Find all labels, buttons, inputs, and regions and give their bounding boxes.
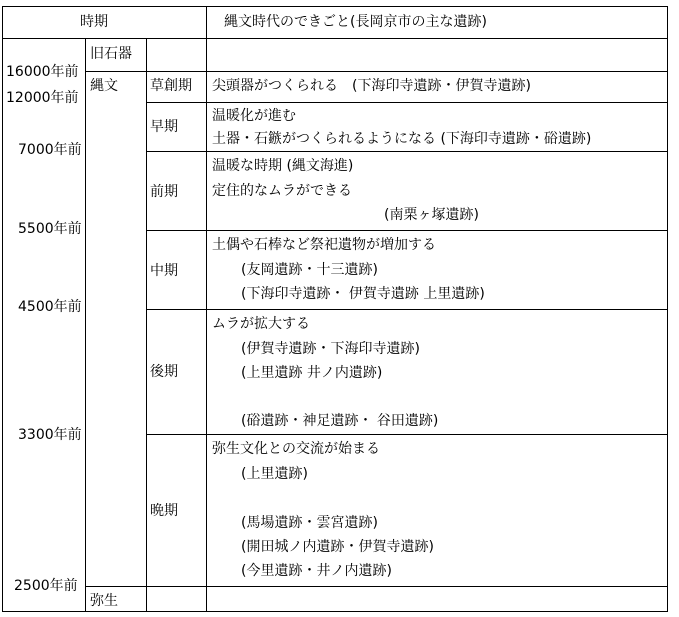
period-name-zenki: 前期 <box>150 184 178 200</box>
event-line: 弥生文化との交流が始まる <box>212 441 380 457</box>
event-line: (上里遺跡 井ノ内遺跡) <box>241 365 383 381</box>
row-separator-soso <box>146 102 668 103</box>
event-line: (伊賀寺遺跡・下海印寺遺跡) <box>241 341 420 357</box>
event-line: (上里遺跡) <box>241 466 308 482</box>
table-border-top <box>2 6 668 7</box>
event-line: (下海印寺遺跡・ 伊賀寺遺跡 上里遺跡) <box>241 286 485 302</box>
row-separator-soki <box>146 151 668 152</box>
event-line: (南栗ヶ塚遺跡) <box>384 207 479 223</box>
period-name-soki: 早期 <box>150 119 178 135</box>
era-yayoi: 弥生 <box>90 593 118 609</box>
table-border-bottom <box>2 611 668 612</box>
period-name-soso: 草創期 <box>150 78 192 94</box>
year-label: 2500年前 <box>14 578 78 594</box>
subperiod-column-left-divider-yayoi <box>146 586 147 612</box>
era-jomon: 縄文 <box>90 78 118 94</box>
period-name-chuki: 中期 <box>150 263 178 279</box>
event-line: 土偶や石棒など祭祀遺物が増加する <box>212 237 436 253</box>
subperiod-column-left-divider <box>146 38 147 71</box>
event-line: 尖頭器がつくられる (下海印寺遺跡・伊賀寺遺跡) <box>212 78 531 94</box>
year-label: 7000年前 <box>18 142 82 158</box>
year-label: 16000年前 <box>6 64 79 80</box>
row-separator-koki <box>146 434 668 435</box>
event-line: (開田城ノ内遺跡・伊賀寺遺跡) <box>241 539 434 555</box>
era-column-divider <box>85 38 86 612</box>
subperiod-column-left-divider-lower <box>146 71 147 586</box>
header-period: 時期 <box>80 14 108 30</box>
event-line: 定住的なムラができる <box>212 183 352 199</box>
row-separator-paleolithic <box>85 71 668 72</box>
period-name-banki: 晩期 <box>150 503 178 519</box>
event-line: (今里遺跡・井ノ内遺跡) <box>241 563 392 579</box>
event-line: (馬場遺跡・雲宮遺跡) <box>241 515 378 531</box>
year-label: 12000年前 <box>6 90 79 106</box>
year-label: 5500年前 <box>18 221 82 237</box>
period-name-koki: 後期 <box>150 364 178 380</box>
year-label: 4500年前 <box>18 299 82 315</box>
year-label: 3300年前 <box>18 427 82 443</box>
table-border-left <box>2 6 3 612</box>
era-paleolithic: 旧石器 <box>90 46 132 62</box>
header-divider <box>2 38 668 39</box>
event-line: (友岡遺跡・十三遺跡) <box>241 262 378 278</box>
row-separator-chuki <box>146 309 668 310</box>
event-line: 温暖な時期 (縄文海進) <box>212 158 354 174</box>
event-line: (硲遺跡・神足遺跡・ 谷田遺跡) <box>241 413 439 429</box>
header-events: 縄文時代のできごと(長岡京市の主な遺跡) <box>224 14 487 30</box>
row-separator-zenki <box>146 230 668 231</box>
event-line: 温暖化が進む <box>212 108 296 124</box>
event-line: 土器・石鏃がつくられるようになる (下海印寺遺跡・硲遺跡) <box>212 131 592 147</box>
row-separator-banki <box>85 586 668 587</box>
event-line: ムラが拡大する <box>212 316 310 332</box>
